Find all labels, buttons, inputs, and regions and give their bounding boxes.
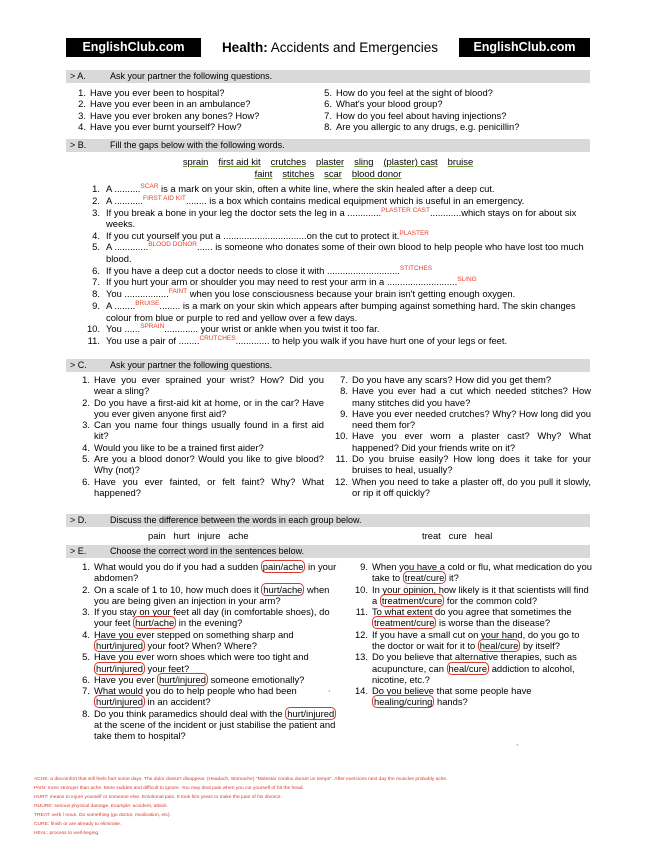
text-before: You ...... bbox=[106, 323, 141, 335]
item-text: Would you like to be a trained first aider? bbox=[94, 441, 264, 453]
item-text bbox=[106, 207, 576, 230]
item-number: 4. bbox=[92, 229, 100, 241]
note-line: CURE: finish or are already to eliminate. bbox=[34, 822, 122, 827]
word-bank-word: plaster bbox=[316, 156, 345, 167]
item-text bbox=[106, 323, 379, 334]
item-text bbox=[94, 606, 330, 629]
text-after: in your abdomen? bbox=[94, 561, 337, 584]
text-before: A ........ bbox=[106, 299, 136, 311]
section-e-left bbox=[76, 561, 338, 742]
item-text: Have you ever burnt yourself? How? bbox=[90, 120, 242, 132]
choice-item bbox=[354, 561, 594, 584]
text-before: To what extent do you agree that sometimes the bbox=[372, 606, 572, 618]
section-title: Fill the gaps below with the following words. bbox=[110, 140, 285, 150]
item-number: 6. bbox=[82, 475, 90, 487]
text-before: Have you ever worn shoes which were too tight and bbox=[94, 651, 309, 663]
item-number: 9. bbox=[92, 299, 100, 311]
gap-fill-item bbox=[84, 183, 590, 195]
choice-item bbox=[354, 629, 594, 652]
handwritten-answer: SCAR bbox=[140, 183, 159, 190]
text-before: A ............. bbox=[106, 241, 149, 253]
gap-fill-item bbox=[84, 241, 590, 264]
section-title: Discuss the difference between the words in each group below. bbox=[110, 515, 362, 525]
choice-item bbox=[354, 584, 594, 607]
word-choice: hurt/injured bbox=[287, 707, 335, 719]
text-before: Do you think paramedics should deal with the bbox=[94, 707, 286, 719]
item-text bbox=[94, 685, 297, 708]
page-header bbox=[66, 38, 590, 57]
item-text: What's your blood group? bbox=[336, 98, 443, 110]
section-a-left bbox=[72, 87, 322, 132]
section-label: > C. bbox=[70, 360, 87, 370]
question-item bbox=[318, 98, 590, 109]
text-after: is a mark on your skin, often a white line, where the skin healed after a deep cut. bbox=[158, 183, 495, 194]
item-number: 3. bbox=[92, 206, 100, 218]
note-line: INJURE: serious physical damage. Example: accident, attack. bbox=[34, 804, 169, 809]
item-number: 5. bbox=[324, 87, 332, 98]
text-before: A ........... bbox=[106, 194, 143, 206]
item-text bbox=[94, 651, 309, 674]
item-text bbox=[106, 335, 507, 346]
text-before: On a scale of 1 to 10, how much does it bbox=[94, 583, 262, 595]
page-title bbox=[201, 38, 459, 57]
item-text bbox=[372, 606, 572, 629]
text-after: when you are being given an injection in your arm? bbox=[94, 583, 330, 606]
item-text: Do you bruise easily? How long does it take for your bruises to heal, usually? bbox=[352, 452, 591, 476]
word-choice: treatment/cure bbox=[381, 594, 443, 606]
item-text bbox=[106, 265, 432, 276]
word-choice: hurt/injured bbox=[96, 639, 143, 651]
question-item bbox=[76, 442, 324, 453]
item-number: 1. bbox=[82, 374, 90, 385]
word-bank-word: first aid kit bbox=[218, 156, 261, 167]
item-number: 6. bbox=[82, 673, 90, 685]
gap-fill-item bbox=[84, 195, 590, 207]
question-item bbox=[76, 453, 324, 476]
section-d-header bbox=[66, 514, 590, 527]
note-line: ACHE: a discomfort that still feels hurt some days. The dolor doesn't disappear. (Headach, Stomache) "Molestar continu durant un temps". After exercices next day the muscles probably ache. bbox=[34, 777, 448, 782]
item-text: How do you feel at the sight of blood? bbox=[336, 87, 493, 98]
item-text bbox=[106, 241, 584, 264]
item-number: 10. bbox=[86, 323, 100, 335]
item-text: Have you ever been to hospital? bbox=[90, 87, 225, 98]
item-number: 10. bbox=[334, 430, 348, 442]
handwritten-answer: CRUTCHES bbox=[199, 334, 236, 342]
item-text: Have you ever broken any bones? How? bbox=[90, 109, 260, 121]
text-before: If you have a deep cut a doctor needs to close it with ............................ bbox=[106, 264, 400, 276]
word-choice: treatment/cure bbox=[374, 617, 435, 629]
gap-fill-item bbox=[84, 323, 590, 335]
item-text bbox=[372, 629, 579, 652]
item-text bbox=[372, 584, 589, 607]
text-after: at the scene of the incident or just stabilise the patient and take them to hospital? bbox=[94, 718, 336, 742]
item-text: Have you ever fainted, or felt faint? Why? What happened? bbox=[94, 475, 324, 498]
item-number: 8. bbox=[82, 707, 90, 719]
handwritten-answer: PLASTER bbox=[399, 229, 429, 237]
choice-item bbox=[76, 674, 338, 685]
choice-item bbox=[76, 584, 338, 607]
item-text bbox=[106, 183, 495, 194]
word-bank-word: crutches bbox=[270, 156, 307, 167]
choice-item bbox=[354, 606, 594, 629]
item-number: 4. bbox=[82, 628, 90, 640]
item-number: 11. bbox=[355, 606, 368, 618]
handwritten-answer: FAINT bbox=[168, 288, 188, 296]
word-bank-word: blood donor bbox=[351, 168, 402, 179]
text-after: ........ is a mark on your skin which appears after bumping against something hard. The skin changes colour from blue or purple to red and yellow over a few days. bbox=[106, 299, 576, 323]
text-after: it? bbox=[446, 572, 459, 584]
text-after: someone emotionally? bbox=[207, 673, 305, 685]
question-item bbox=[72, 87, 322, 98]
logo-left[interactable]: EnglishClub.com bbox=[66, 38, 201, 57]
text-after: addiction to alcohol, nicotine, etc.? bbox=[372, 662, 575, 685]
handwritten-answer: SPRAIN bbox=[140, 323, 165, 331]
item-number: 8. bbox=[340, 385, 348, 397]
item-text bbox=[106, 195, 524, 206]
item-number: 9. bbox=[340, 407, 348, 419]
section-e-header bbox=[66, 545, 590, 558]
item-text: Have you ever been in an ambulance? bbox=[90, 98, 251, 110]
logo-right[interactable]: EnglishClub.com bbox=[459, 38, 590, 57]
text-after: hands? bbox=[434, 696, 468, 708]
text-before: What would you do to help people who had been bbox=[94, 685, 297, 697]
choice-item bbox=[76, 708, 338, 742]
item-number: 7. bbox=[324, 109, 332, 121]
choice-item bbox=[76, 685, 338, 708]
item-text: How do you feel about having injections? bbox=[336, 109, 507, 121]
text-before: In your opinion, how likely is it that scientists will find a bbox=[372, 583, 589, 606]
item-number: 12. bbox=[334, 475, 348, 487]
item-text: Are you a blood donor? Would you like to give blood? Why (not)? bbox=[94, 452, 324, 476]
item-text: Have you ever sprained your wrist? How? Did you wear a sling? bbox=[94, 374, 324, 397]
choice-item bbox=[354, 651, 594, 685]
text-after: ...... is someone who donates some of their own blood to help people who have lost too much blood. bbox=[106, 241, 584, 265]
question-item bbox=[334, 385, 591, 408]
item-text bbox=[106, 276, 477, 287]
text-before: Have you ever stepped on something sharp and bbox=[94, 628, 294, 640]
handwritten-answer: SLING bbox=[457, 276, 477, 284]
question-item bbox=[318, 110, 590, 121]
word-bank-word: sprain bbox=[182, 156, 209, 167]
item-number: 6. bbox=[324, 98, 332, 110]
question-item bbox=[334, 453, 591, 476]
word-choice: heal/cure bbox=[479, 639, 519, 651]
item-text: Can you name four things usually found in a first aid kit? bbox=[94, 419, 324, 442]
item-number: 4. bbox=[82, 441, 90, 453]
item-number: 2. bbox=[82, 396, 90, 408]
word-choice: healing/curing bbox=[374, 696, 433, 708]
text-before: If you hurt your arm or shoulder you may need to rest your arm in a ........................... bbox=[106, 276, 458, 288]
question-item bbox=[334, 430, 591, 453]
word-group-2: treat cure heal bbox=[422, 530, 493, 541]
text-after: when you lose consciousness because your brain isn't getting enough oxygen. bbox=[187, 288, 516, 300]
word-bank-word: faint bbox=[254, 168, 273, 179]
item-number: 1. bbox=[78, 87, 86, 98]
choice-item bbox=[76, 651, 338, 674]
section-a-header bbox=[66, 70, 590, 83]
text-before: Do you believe that some people have bbox=[372, 685, 532, 697]
item-number: 1. bbox=[92, 183, 100, 194]
text-before: What would you do if you had a sudden bbox=[94, 561, 261, 572]
text-after: ............. your wrist or ankle when you twist it too far. bbox=[164, 323, 380, 335]
word-bank-word: sling bbox=[354, 156, 374, 167]
item-text: Have you ever had a cut which needed stitches? How many stitches did you have? bbox=[352, 385, 591, 408]
text-after: in an accident? bbox=[144, 696, 211, 708]
item-number: 11. bbox=[335, 452, 348, 464]
item-text bbox=[94, 583, 329, 606]
question-item bbox=[318, 87, 590, 98]
item-text bbox=[106, 288, 515, 299]
choice-item bbox=[354, 685, 594, 708]
red-mark: , bbox=[328, 684, 331, 693]
section-title: Ask your partner the following questions. bbox=[110, 360, 273, 370]
question-item bbox=[72, 98, 322, 109]
item-text bbox=[372, 685, 531, 708]
note-line: HURT: means to injure yourself or someone else. Emotional pain. It took him years to make the pain of his divorce. bbox=[34, 795, 282, 800]
item-number: 11. bbox=[87, 334, 100, 346]
choice-item bbox=[76, 629, 338, 652]
text-after: in the evening? bbox=[176, 617, 243, 629]
item-number: 12. bbox=[354, 628, 368, 640]
title-rest: Accidents and Emergencies bbox=[267, 40, 439, 55]
item-text bbox=[106, 300, 576, 323]
section-label: > D. bbox=[70, 515, 87, 525]
text-after: ............. to help you walk if you have hurt one of your legs or feet. bbox=[235, 334, 508, 346]
question-item bbox=[318, 121, 590, 132]
item-number: 8. bbox=[324, 120, 332, 132]
question-item bbox=[334, 408, 591, 431]
word-bank-word: bruise bbox=[447, 156, 474, 167]
text-after: your feet? bbox=[144, 662, 190, 674]
text-before: If you stay on your feet all day (in comfortable shoes), do your feet bbox=[94, 606, 330, 629]
handwritten-answer: BLOOD DONOR bbox=[148, 241, 197, 249]
gap-fill-item bbox=[84, 276, 590, 288]
text-after: ........ is a box which contains medical equipment which is useful in an emergency. bbox=[185, 194, 525, 206]
item-number: 2. bbox=[78, 98, 86, 110]
section-c-right bbox=[334, 374, 591, 498]
item-text: Have you ever needed crutches? Why? How long did you need them for? bbox=[352, 407, 591, 431]
title-bold: Health: bbox=[221, 40, 268, 55]
text-after: is worse than the disease? bbox=[436, 617, 551, 629]
word-choice: hurt/ache bbox=[263, 583, 303, 595]
section-c-header bbox=[66, 359, 590, 372]
word-choice: hurt/injured bbox=[159, 673, 206, 685]
question-item bbox=[334, 374, 591, 385]
item-number: 2. bbox=[82, 583, 90, 595]
item-number: 8. bbox=[92, 288, 100, 300]
word-bank-row-1 bbox=[66, 156, 590, 167]
section-b-list bbox=[84, 183, 590, 347]
question-item bbox=[76, 374, 324, 397]
item-text bbox=[94, 560, 336, 583]
item-number: 7. bbox=[340, 374, 348, 385]
item-number: 5. bbox=[92, 241, 100, 253]
question-item bbox=[334, 476, 591, 499]
item-number: 3. bbox=[82, 419, 90, 431]
text-before: Do you believe that alternative therapies, such as acupuncture, can bbox=[372, 651, 577, 674]
item-text: Are you allergic to any drugs, e.g. penicillin? bbox=[336, 120, 520, 132]
handwritten-answer: BRUISE bbox=[135, 299, 160, 307]
note-line: PAIN: more stronger than ache. More sudden and difficult to ignore. You may deal pain when you cut yourself of hit the head. bbox=[34, 786, 304, 791]
text-before: You ................. bbox=[106, 288, 169, 300]
section-label: > A. bbox=[70, 71, 86, 81]
text-after: for the common cold? bbox=[444, 594, 538, 606]
section-title: Choose the correct word in the sentences below. bbox=[110, 546, 305, 556]
text-after: ............which stays on for about six weeks. bbox=[106, 206, 577, 230]
choice-item bbox=[76, 561, 338, 584]
question-item bbox=[76, 476, 324, 499]
section-e-right bbox=[354, 561, 594, 708]
word-group-1: pain hurt injure ache bbox=[148, 530, 249, 541]
word-choice: heal/cure bbox=[448, 662, 488, 674]
gap-fill-item bbox=[84, 207, 590, 230]
choice-item bbox=[76, 606, 338, 629]
gap-fill-item bbox=[84, 300, 590, 323]
question-item bbox=[76, 419, 324, 442]
text-before: Have you ever bbox=[94, 673, 158, 685]
word-bank-row-2 bbox=[66, 168, 590, 179]
gap-fill-item bbox=[84, 335, 590, 347]
item-text bbox=[94, 629, 294, 652]
item-number: 6. bbox=[92, 264, 100, 276]
text-before: If you break a bone in your leg the doctor sets the leg in a ............. bbox=[106, 206, 382, 218]
section-a-right bbox=[318, 87, 590, 132]
word-choice: hurt/injured bbox=[96, 696, 143, 708]
question-item bbox=[72, 121, 322, 132]
text-before: If you cut yourself you put a ................................on the cut to protect it. bbox=[106, 229, 400, 241]
handwritten-answer: STITCHES bbox=[399, 264, 433, 272]
handwritten-answer: FIRST AID KIT bbox=[143, 194, 186, 202]
item-text bbox=[372, 561, 592, 584]
section-label: > B. bbox=[70, 140, 87, 150]
word-bank-word: (plaster) cast bbox=[383, 156, 438, 167]
item-number: 3. bbox=[82, 606, 90, 618]
item-text bbox=[94, 673, 304, 686]
item-text bbox=[94, 707, 336, 742]
text-before: You use a pair of ........ bbox=[106, 334, 200, 346]
note-line: HEAL: process to well-beging. bbox=[34, 831, 100, 836]
item-number: 10. bbox=[354, 583, 368, 595]
section-b-header bbox=[66, 139, 590, 152]
item-number: 5. bbox=[82, 452, 90, 464]
text-after: by itself? bbox=[520, 639, 560, 651]
gap-fill-item bbox=[84, 288, 590, 300]
question-item bbox=[72, 110, 322, 121]
item-text bbox=[106, 230, 429, 241]
word-choice: hurt/injured bbox=[96, 662, 143, 674]
item-text: Do you have any scars? How did you get them? bbox=[352, 374, 552, 385]
section-title: Ask your partner the following questions. bbox=[110, 71, 273, 81]
gap-fill-item bbox=[84, 265, 590, 277]
word-bank-word: scar bbox=[324, 168, 342, 179]
item-number: 14. bbox=[354, 685, 368, 697]
item-number: 1. bbox=[82, 561, 90, 572]
red-mark: , bbox=[516, 738, 519, 747]
note-line: TREAT: verb / noun. Do something (go doctor, medication, etc). bbox=[34, 813, 171, 818]
item-text: Do you have a first-aid kit at home, or in the car? Have you ever given anyone first aid? bbox=[94, 396, 324, 419]
item-text: When you need to take a plaster off, do you pull it slowly, or rip it off quickly? bbox=[352, 475, 591, 498]
word-choice: treat/cure bbox=[404, 572, 445, 584]
question-item bbox=[76, 397, 324, 420]
item-number: 2. bbox=[92, 194, 100, 206]
text-before: If you have a small cut on your hand, do you go to the doctor or wait for it to bbox=[372, 628, 580, 651]
item-number: 7. bbox=[82, 685, 90, 697]
item-number: 5. bbox=[82, 651, 90, 663]
item-number: 13. bbox=[354, 651, 368, 663]
item-number: 9. bbox=[360, 561, 368, 572]
word-choice: hurt/ache bbox=[135, 617, 175, 629]
handwritten-notes bbox=[34, 775, 624, 838]
gap-fill-item bbox=[84, 230, 590, 242]
item-number: 7. bbox=[92, 276, 100, 288]
word-bank-word: stitches bbox=[282, 168, 315, 179]
handwritten-answer: PLASTER CAST bbox=[381, 206, 430, 214]
item-text: Have you ever worn a plaster cast? Why? What happened? Did your friends write on it? bbox=[352, 430, 591, 453]
text-after: your foot? When? Where? bbox=[144, 639, 257, 651]
text-before: A .......... bbox=[106, 183, 141, 194]
item-number: 3. bbox=[78, 109, 86, 121]
text-before: When you have a cold or flu, what medication do you take to bbox=[372, 561, 592, 584]
section-label: > E. bbox=[70, 546, 87, 556]
section-c-left bbox=[76, 374, 324, 498]
item-number: 4. bbox=[78, 120, 86, 132]
word-choice: pain/ache bbox=[262, 561, 304, 572]
item-text bbox=[372, 651, 577, 685]
